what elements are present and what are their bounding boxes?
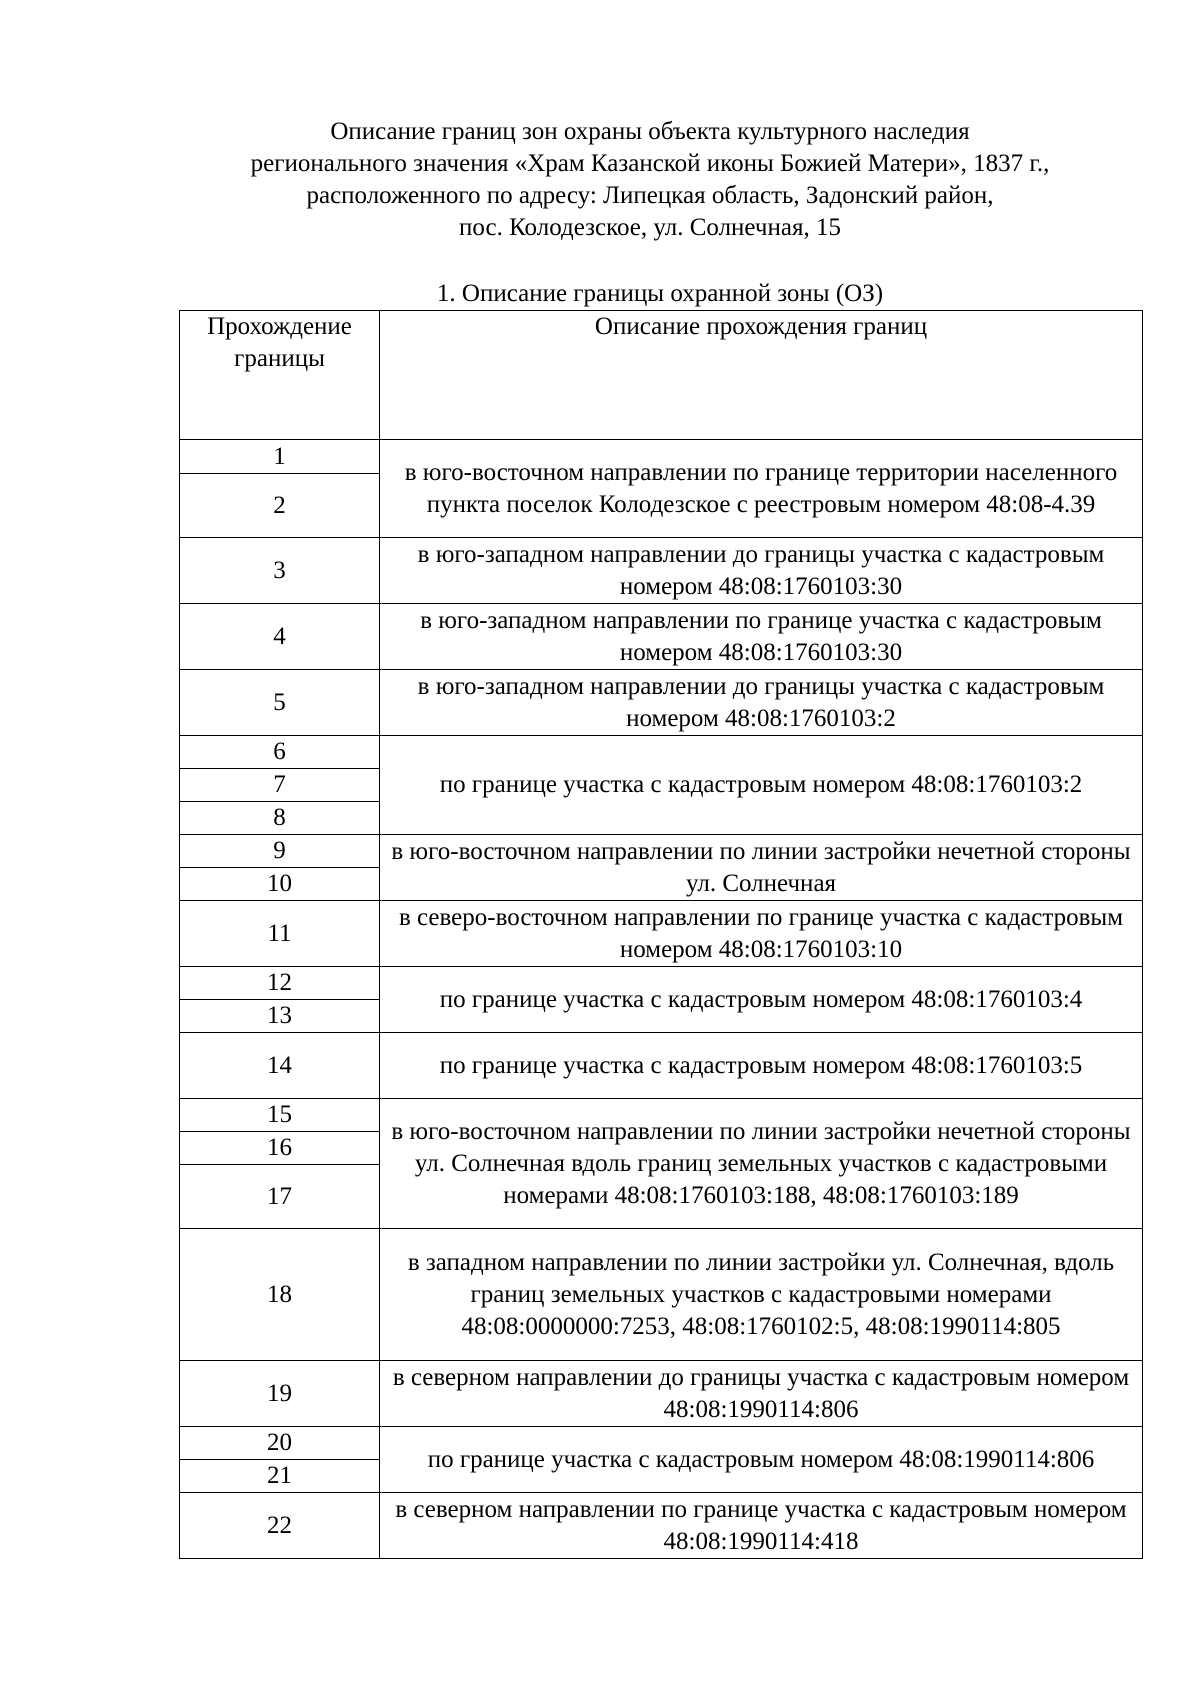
row-number: 8 [180,802,380,835]
title-line-4: пос. Колодезское, ул. Солнечная, 15 [459,214,841,241]
table-row [180,736,1143,769]
row-number: 10 [180,868,380,901]
row-number: 7 [180,769,380,802]
row-number: 20 [180,1427,380,1460]
row-number: 1 [180,440,380,474]
row-description: в юго-западном направлении по границе участка с кадастровым номером 48:08:1760103:30 [380,604,1143,670]
row-description: по границе участка с кадастровым номером 48:08:1760103:5 [380,1033,1143,1099]
table-row [180,440,1143,474]
row-number: 9 [180,835,380,868]
row-description: по границе участка с кадастровым номером 48:08:1990114:806 [380,1427,1143,1493]
row-number: 2 [180,474,380,538]
row-number: 13 [180,1000,380,1033]
header-boundary-description: Описание прохождения границ [380,311,1143,440]
table-row [180,538,1143,604]
section-title: 1. Описание границы охранной зоны (ОЗ) [436,280,884,307]
table-row [180,1229,1143,1361]
row-number: 19 [180,1361,380,1427]
row-description: в юго-западном направлении до границы участка с кадастровым номером 48:08:1760103:30 [380,538,1143,604]
title-line-3: расположенного по адресу: Липецкая область, Задонский район, [306,182,994,209]
row-number: 3 [180,538,380,604]
row-number: 14 [180,1033,380,1099]
table-row [180,967,1143,1000]
header-boundary-passage: Прохождение границы [180,311,380,440]
table-row [180,1361,1143,1427]
row-number: 15 [180,1099,380,1132]
table-row [180,1493,1143,1559]
title-line-1: Описание границ зон охраны объекта культурного наследия [330,118,970,145]
row-description: по границе участка с кадастровым номером 48:08:1760103:2 [380,736,1143,835]
row-description: в северном направлении до границы участка с кадастровым номером 48:08:1990114:806 [380,1361,1143,1427]
table-row [180,604,1143,670]
table-row [180,670,1143,736]
title-line-2: регионального значения «Храм Казанской иконы Божией Матери», 1837 г., [250,150,1050,177]
row-description: в юго-восточном направлении по линии застройки нечетной стороны ул. Солнечная [380,835,1143,901]
row-description: в северном направлении по границе участка с кадастровым номером 48:08:1990114:418 [380,1493,1143,1559]
row-number: 22 [180,1493,380,1559]
row-description: в западном направлении по линии застройки ул. Солнечная, вдоль границ земельных участков с кадастровыми номерами 48:08:0000000:7253, 48:08:1760102:5, 48:08:1990114:805 [380,1229,1143,1361]
row-description: в юго-восточном направлении по линии застройки нечетной стороны ул. Солнечная вдоль границ земельных участков с кадастровыми номерами 48:08:1760103:188, 48:08:1760103:189 [380,1099,1143,1229]
row-number: 11 [180,901,380,967]
table-row [180,1427,1143,1460]
row-description: в северо-восточном направлении по границе участка с кадастровым номером 48:08:1760103:10 [380,901,1143,967]
table-row [180,901,1143,967]
row-description: в юго-восточном направлении по границе территории населенного пункта поселок Колодезское с реестровым номером 48:08-4.39 [380,440,1143,538]
row-number: 17 [180,1165,380,1229]
row-description: в юго-западном направлении до границы участка с кадастровым номером 48:08:1760103:2 [380,670,1143,736]
row-number: 4 [180,604,380,670]
row-number: 16 [180,1132,380,1165]
boundary-table [179,310,1143,1559]
row-description: по границе участка с кадастровым номером 48:08:1760103:4 [380,967,1143,1033]
table-row [180,835,1143,868]
document-title [180,116,1120,244]
row-number: 6 [180,736,380,769]
row-number: 21 [180,1460,380,1493]
table-row [180,1099,1143,1132]
row-number: 12 [180,967,380,1000]
row-number: 18 [180,1229,380,1361]
table-header-row [180,311,1143,440]
table-row [180,1033,1143,1099]
row-number: 5 [180,670,380,736]
